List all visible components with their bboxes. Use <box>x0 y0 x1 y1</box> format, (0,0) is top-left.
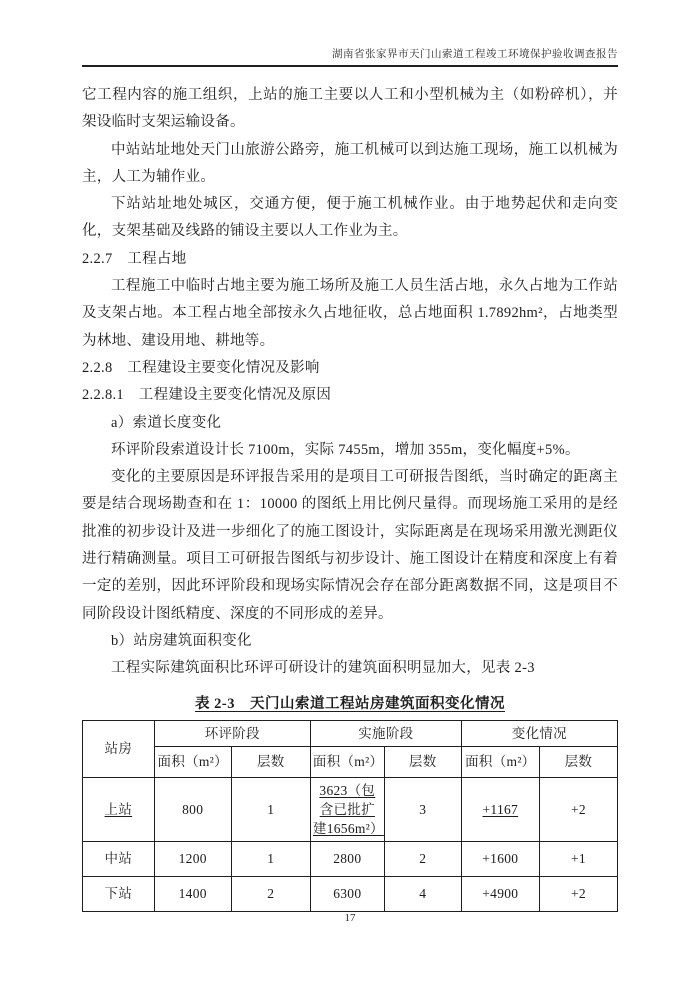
cell-station-name: 下站 <box>83 876 155 911</box>
cell-impl-area: 6300 <box>310 876 384 911</box>
page-number: 17 <box>344 912 356 924</box>
cell-impl-floors: 4 <box>384 876 461 911</box>
table-row-upper-station <box>83 777 618 841</box>
header-rule <box>82 65 618 67</box>
subheader-floors-impl: 层数 <box>384 746 461 777</box>
header-title: 湖南省张家界市天门山索道工程竣工环境保护验收调查报告 <box>332 49 618 60</box>
paragraph-ropeway-length: 环评阶段索道设计长 7100m，实际 7455m，增加 355m，变化幅度+5%。 <box>111 441 580 458</box>
header-cell-eia-stage: 环评阶段 <box>154 720 310 746</box>
cell-change-area: +4900 <box>461 876 539 911</box>
table-caption: 表 2-3 天门山索道工程站房建筑面积变化情况 <box>195 695 505 712</box>
cell-eia-floors: 1 <box>231 777 310 841</box>
cell-change-floors: +2 <box>539 876 617 911</box>
paragraph-lower-station: 下站站址地处城区，交通方便，便于施工机械作业。由于地势起伏和走向变化，支架基础及线路的铺设主要以人工作业为主。 <box>82 196 618 240</box>
paragraph-continuation: 它工程内容的施工组织，上站的施工主要以人工和小型机械为主（如粉碎机），并架设临时支架运输设备。 <box>82 87 618 131</box>
table-subheader-row <box>83 746 618 777</box>
subheader-floors-change: 层数 <box>539 746 617 777</box>
header-cell-change: 变化情况 <box>461 720 617 746</box>
table-row-lower-station <box>83 876 618 911</box>
cell-change-area: +1600 <box>461 841 539 876</box>
paragraph-mid-station: 中站站址地处天门山旅游公路旁，施工机械可以到达施工现场，施工以机械为主，人工为辅作业。 <box>82 141 618 185</box>
cell-change-area: +1167 <box>461 777 539 841</box>
cell-eia-area: 800 <box>154 777 231 841</box>
subitem-b-heading: b）站房建筑面积变化 <box>111 632 252 649</box>
paragraph-change-reason: 变化的主要原因是环评报告采用的是项目工可研报告图纸，当时确定的距离主要是结合现场勘查和在 1：10000 的图纸上用比例尺量得。而现场施工采用的是经批准的初步设计及进一步细化了的施工图设计，实际距离是在现场采用激光测距仪进行精确测量。项目工可研报告图纸与初步设计、施工图设计在精度和深度上有着一定的差别，因此环评阶段和现场实际情况会存在部分距离数据不同，这是项目不同阶段设计图纸精度、深度的不同形成的差异。 <box>82 469 618 622</box>
cell-impl-floors: 3 <box>384 777 461 841</box>
paragraph-building-area: 工程实际建筑面积比环评可研设计的建筑面积明显加大，见表 2-3 <box>111 660 535 677</box>
cell-eia-area: 1200 <box>154 841 231 876</box>
cell-station-name: 上站 <box>83 777 155 841</box>
header-cell-station: 站房 <box>83 720 155 777</box>
table-2-3 <box>82 720 618 912</box>
header-cell-impl-stage: 实施阶段 <box>310 720 461 746</box>
paragraph-land-occupation: 工程施工中临时占地主要为施工场所及施工人员生活占地，永久占地为工作站及支架占地。本工程占地全部按永久占地征收，总占地面积 1.7892hm²，占地类型为林地、建设用地、耕地等。 <box>82 278 618 349</box>
cell-station-name: 中站 <box>83 841 155 876</box>
subheader-floors-eia: 层数 <box>231 746 310 777</box>
cell-change-floors: +1 <box>539 841 617 876</box>
subheader-area-change: 面积（m²） <box>461 746 539 777</box>
section-heading-2-2-7: 2.2.7 工程占地 <box>82 250 187 267</box>
subheader-area-eia: 面积（m²） <box>154 746 231 777</box>
cell-impl-floors: 2 <box>384 841 461 876</box>
subitem-a-heading: a）索道长度变化 <box>111 414 222 431</box>
cell-impl-area: 2800 <box>310 841 384 876</box>
cell-eia-area: 1400 <box>154 876 231 911</box>
cell-change-floors: +2 <box>539 777 617 841</box>
subheader-area-impl: 面积（m²） <box>310 746 384 777</box>
section-heading-2-2-8-1: 2.2.8.1 工程建设主要变化情况及原因 <box>82 387 332 404</box>
cell-impl-area: 3623（包含已批扩建1656m²） <box>310 777 384 841</box>
section-heading-2-2-8: 2.2.8 工程建设主要变化情况及影响 <box>82 359 320 376</box>
page-header <box>82 0 618 67</box>
body-text <box>82 82 618 683</box>
cell-eia-floors: 2 <box>231 876 310 911</box>
table-header-group-row <box>83 720 618 746</box>
table-row-mid-station <box>83 841 618 876</box>
cell-eia-floors: 1 <box>231 841 310 876</box>
